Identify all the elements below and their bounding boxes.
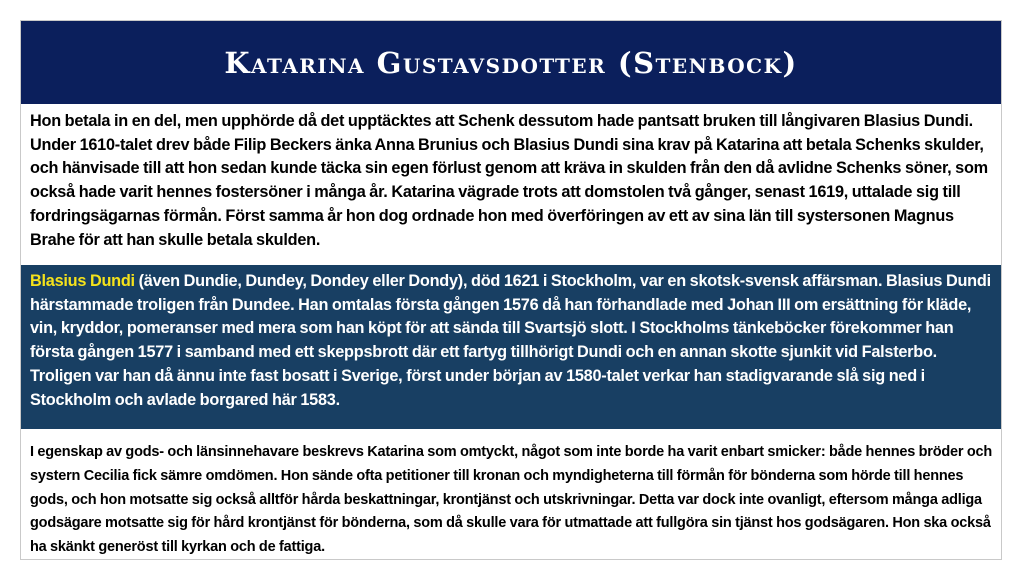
paragraph-blasius-dundi-text: (även Dundie, Dundey, Dondey eller Dondy), död 1621 i Stockholm, var en skotsk-svensk affärsman. Blasius Dundi härstammade troligen från Dundee. Han omtalas första gången 1576 då han förhandlade med Johan III om ersättning för kläde, vin, kryddor, pomeranser med mera som han köpt för att sända till Svartsjö slott. I Stockholms tänkeböcker förekommer han första gången 1577 i samband med ett skeppsbrott där ett fartyg tillhörigt Dundi och en annan skotte sjunkit vid Falsterbo. Troligen var han då ännu inte fast bosatt i Sverige, först under början av 1580-talet verkar han stadigvarande slå sig ned i Stockholm och avlade borgared här 1583. xyxy=(30,272,991,409)
title-bar xyxy=(21,21,1001,104)
paragraph-schenk-debt: Hon betala in en del, men upphörde då det upptäcktes att Schenk dessutom hade pantsatt bruken till långivaren Blasius Dundi. Under 1610-talet drev både Filip Beckers änka Anna Brunius och Blasius Dundi sina krav på Katarina att betala Schenks skulder, och hänvisade till att hon sedan kunde täcka sin egen förlust genom att kräva in skulden från den då avlidne Schenks söner, som också hade varit hennes fostersöner i många år. Katarina vägrade trots att domstolen två gånger, senast 1619, uttalade sig till fordringsägarnas förmån. Först samma år hon dog ordnade hon med överföringen av ett av sina län till systersonen Magnus Brahe för att han skulle betala skulden. xyxy=(30,112,988,249)
slide-title: Katarina Gustavsdotter (Stenbock) xyxy=(224,45,798,80)
slide xyxy=(20,20,1002,560)
paragraph-blasius-dundi xyxy=(21,265,1001,429)
highlighted-name: Blasius Dundi xyxy=(30,272,135,290)
paragraph-estate-holder: I egenskap av gods- och länsinnehavare beskrevs Katarina som omtyckt, något som inte borde ha varit enbart smicker: både hennes bröder och systern Cecilia fick sämre omdömen. Hon sände ofta petitioner till kronan och myndigheterna till förmån för bönderna som hörde till hennes gods, och hon motsatte sig också alltför hårda beskattningar, krontjänst och utskrivningar. Detta var dock inte ovanligt, eftersom många adliga godsägare motsatte sig för hård krontjänst för bönderna, som då skulle vara för utmattade att fullgöra sin tjänst hos godsägaren. Hon ska också ha skänkt generöst till kyrkan och de fattiga. xyxy=(30,444,993,556)
